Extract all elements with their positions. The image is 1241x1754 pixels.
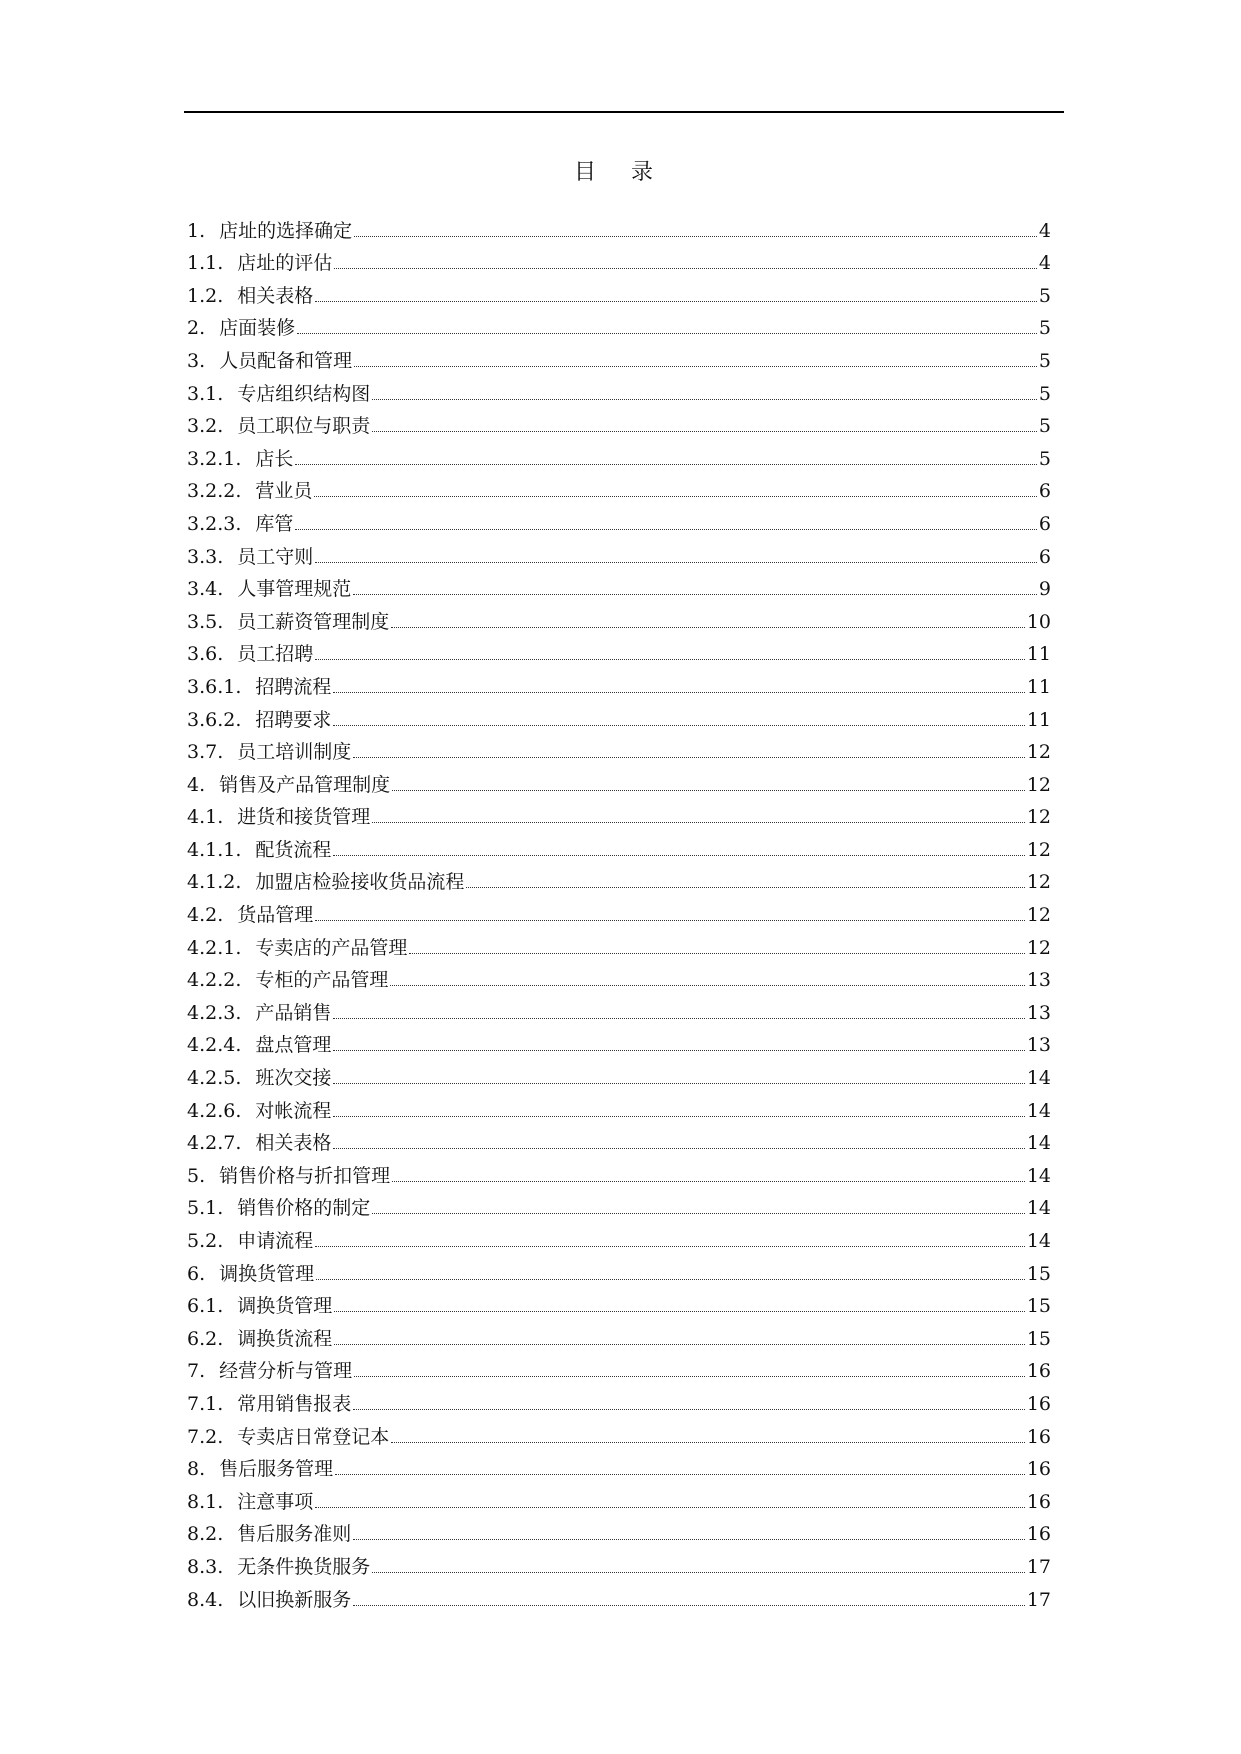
- toc-entry[interactable]: [187, 893, 1051, 926]
- toc-entry-number: 4.2.: [187, 904, 224, 927]
- toc-entry-page: 11: [1026, 708, 1051, 731]
- toc-dot-leader: [354, 236, 1037, 237]
- toc-entry[interactable]: [187, 209, 1051, 242]
- toc-entry[interactable]: [187, 731, 1051, 764]
- toc-dot-leader: [392, 1181, 1025, 1182]
- toc-entry-number: 1.: [187, 219, 206, 242]
- toc-entry-page: 5: [1038, 447, 1051, 470]
- toc-dot-leader: [390, 985, 1024, 986]
- toc-entry-page: 13: [1026, 1034, 1051, 1057]
- toc-entry-page: 5: [1038, 284, 1051, 307]
- toc-entry-title: 以旧换新服务: [237, 1588, 352, 1611]
- toc-entry[interactable]: [187, 959, 1051, 992]
- toc-dot-leader: [392, 790, 1025, 791]
- toc-entry-page: 13: [1026, 1001, 1051, 1024]
- toc-dot-leader: [295, 529, 1037, 530]
- toc-entry-title: 无条件换货服务: [237, 1555, 371, 1578]
- toc-entry-title: 员工培训制度: [237, 741, 352, 764]
- toc-dot-leader: [297, 333, 1037, 334]
- toc-entry-page: 5: [1038, 349, 1051, 372]
- toc-entry-title: 调换货管理: [237, 1295, 333, 1318]
- toc-dot-leader: [315, 562, 1037, 563]
- toc-dot-leader: [354, 1376, 1025, 1377]
- header-rule: [184, 111, 1064, 113]
- toc-entry-number: 4.1.: [187, 806, 224, 829]
- toc-dot-leader: [391, 1442, 1025, 1443]
- toc-dot-leader: [372, 822, 1025, 823]
- toc-dot-leader: [315, 1246, 1025, 1247]
- toc-entry[interactable]: [187, 1089, 1051, 1122]
- toc-dot-leader: [353, 1539, 1025, 1540]
- toc-dot-leader: [315, 301, 1037, 302]
- toc-entry-page: 13: [1026, 969, 1051, 992]
- toc-entry-number: 3.3.: [187, 545, 224, 568]
- toc-entry-page: 14: [1026, 1230, 1051, 1252]
- toc-dot-leader: [354, 366, 1037, 367]
- toc-entry-page: 14: [1026, 1197, 1051, 1220]
- toc-entry-title: 销售价格的制定: [237, 1197, 371, 1220]
- toc-entry[interactable]: [187, 1122, 1051, 1155]
- toc-entry-title: 产品销售: [255, 1001, 332, 1024]
- toc-entry-number: 4.1.1.: [187, 838, 242, 861]
- toc-dot-leader: [353, 1409, 1025, 1410]
- toc-entry-page: 5: [1038, 382, 1051, 405]
- toc-entry-number: 3.4.: [187, 578, 224, 601]
- toc-entry-page: 16: [1026, 1392, 1051, 1415]
- toc-entry-number: 5.1.: [187, 1197, 224, 1220]
- toc-dot-leader: [333, 725, 1024, 726]
- toc-entry[interactable]: [187, 372, 1051, 405]
- toc-entry[interactable]: [187, 437, 1051, 470]
- toc-entry[interactable]: [187, 1382, 1051, 1415]
- toc-entry-title: 申请流程: [237, 1230, 314, 1252]
- toc-title: 目 录: [574, 160, 667, 185]
- toc-entry-page: 10: [1026, 610, 1051, 633]
- toc-dot-leader: [334, 1311, 1025, 1312]
- toc-entry-number: 3.6.2.: [187, 708, 242, 731]
- toc-dot-leader: [333, 1050, 1024, 1051]
- toc-entry-page: 12: [1026, 838, 1051, 861]
- toc-dot-leader: [353, 594, 1037, 595]
- toc-entry-page: 15: [1026, 1262, 1051, 1285]
- toc-entry-page: 6: [1038, 480, 1051, 503]
- toc-entry-page: 14: [1026, 1067, 1051, 1090]
- toc-dot-leader: [333, 855, 1024, 856]
- toc-entry[interactable]: [187, 535, 1051, 568]
- toc-entry[interactable]: [187, 665, 1051, 698]
- toc-entry[interactable]: [187, 1056, 1051, 1089]
- toc-dot-leader: [315, 1507, 1025, 1508]
- toc-entry-title: 售后服务准则: [237, 1523, 352, 1546]
- toc-entry-title: 专卖店日常登记本: [237, 1425, 390, 1448]
- toc-entry[interactable]: [187, 1545, 1051, 1578]
- toc-entry-title: 营业员: [255, 480, 313, 503]
- toc-dot-leader: [335, 1474, 1025, 1475]
- toc-entry-page: 11: [1026, 675, 1051, 698]
- toc-dot-leader: [316, 1279, 1025, 1280]
- toc-entry-number: 8.4.: [187, 1588, 224, 1611]
- toc-entry[interactable]: [187, 1154, 1051, 1187]
- toc-entry-number: 7.2.: [187, 1425, 224, 1448]
- toc-dot-leader: [391, 627, 1025, 628]
- toc-entry-number: 3.1.: [187, 382, 224, 405]
- toc-entry-title: 员工招聘: [237, 643, 314, 666]
- toc-entry[interactable]: [187, 1578, 1051, 1611]
- toc-entry-title: 经营分析与管理: [219, 1360, 353, 1383]
- toc-entry-number: 8.1.: [187, 1490, 224, 1513]
- toc-entry-title: 店面装修: [219, 317, 296, 340]
- toc-entry[interactable]: [187, 698, 1051, 731]
- toc-entry-page: 12: [1026, 773, 1051, 796]
- toc-entry-number: 4.: [187, 773, 206, 796]
- toc-entry-page: 14: [1026, 1099, 1051, 1122]
- toc-entry-number: 3.: [187, 349, 206, 372]
- toc-entry-page: 5: [1038, 415, 1051, 438]
- toc-entry-number: 3.7.: [187, 741, 224, 764]
- toc-entry[interactable]: [187, 633, 1051, 666]
- toc-entry-number: 5.2.: [187, 1230, 224, 1252]
- toc-entry-number: 6.2.: [187, 1327, 224, 1350]
- toc-dot-leader: [334, 1344, 1025, 1345]
- toc-entry-page: 12: [1026, 871, 1051, 894]
- toc-entry-title: 进货和接货管理: [237, 806, 371, 829]
- toc-entry-title: 配货流程: [255, 838, 332, 861]
- toc-entry[interactable]: [187, 600, 1051, 633]
- toc-entry-number: 3.2.: [187, 415, 224, 438]
- toc-entry[interactable]: [187, 926, 1051, 959]
- toc-entry-page: 16: [1026, 1458, 1051, 1481]
- toc-entry-page: 17: [1026, 1555, 1051, 1578]
- toc-entry-title: 销售及产品管理制度: [219, 773, 391, 796]
- toc-entry-number: 6.: [187, 1262, 206, 1285]
- toc-entry[interactable]: [187, 1285, 1051, 1318]
- toc-entry-number: 4.2.7.: [187, 1132, 242, 1155]
- toc-entry[interactable]: [187, 796, 1051, 829]
- toc-entry-title: 货品管理: [237, 904, 314, 927]
- toc-entry[interactable]: [187, 1187, 1051, 1220]
- toc-entry-page: 4: [1038, 252, 1051, 275]
- toc-entry-title: 人员配备和管理: [219, 349, 353, 372]
- toc-entry-number: 4.2.1.: [187, 936, 242, 959]
- toc-entry-number: 7.1.: [187, 1392, 224, 1415]
- toc-entry-page: 12: [1026, 936, 1051, 959]
- toc-entry-number: 4.1.2.: [187, 871, 242, 894]
- toc-dot-leader: [372, 431, 1037, 432]
- toc-entry-number: 6.1.: [187, 1295, 224, 1318]
- toc-entry[interactable]: [187, 828, 1051, 861]
- toc-entry-title: 盘点管理: [255, 1034, 332, 1057]
- toc-dot-leader: [333, 1148, 1024, 1149]
- toc-dot-leader: [372, 1572, 1025, 1573]
- toc-dot-leader: [315, 920, 1025, 921]
- toc-entry-number: 4.2.5.: [187, 1067, 242, 1090]
- toc-entry-title: 员工守则: [237, 545, 314, 568]
- toc-entry[interactable]: [187, 1024, 1051, 1057]
- toc-entry-page: 12: [1026, 806, 1051, 829]
- toc-entry[interactable]: [187, 1415, 1051, 1448]
- toc-entry[interactable]: [187, 861, 1051, 894]
- toc-entry[interactable]: [187, 1480, 1051, 1513]
- toc-entry-title: 常用销售报表: [237, 1392, 352, 1415]
- toc-entry-page: 11: [1026, 643, 1051, 666]
- toc-entry-number: 3.6.: [187, 643, 224, 666]
- toc-entry-title: 专店组织结构图: [237, 382, 371, 405]
- toc-entry-title: 销售价格与折扣管理: [219, 1164, 391, 1187]
- toc-entry-page: 15: [1026, 1295, 1051, 1318]
- toc-entry-number: 3.6.1.: [187, 675, 242, 698]
- toc-entry-number: 1.1.: [187, 252, 224, 275]
- toc-entry[interactable]: [187, 1317, 1051, 1350]
- toc-entry[interactable]: [187, 339, 1051, 372]
- toc-entry[interactable]: [187, 307, 1051, 340]
- toc-entry-number: 4.2.3.: [187, 1001, 242, 1024]
- toc-entry-page: 16: [1026, 1360, 1051, 1383]
- toc-entry-title: 店长: [255, 447, 294, 470]
- toc-entry-title: 店址的评估: [237, 252, 333, 275]
- toc-entry-title: 店址的选择确定: [219, 219, 353, 242]
- toc-dot-leader: [353, 757, 1025, 758]
- toc-entry-page: 14: [1026, 1164, 1051, 1187]
- toc-entry-title: 员工职位与职责: [237, 415, 371, 438]
- toc-entry[interactable]: [187, 274, 1051, 307]
- toc-entry-number: 3.2.3.: [187, 512, 242, 535]
- toc-entry-title: 班次交接: [255, 1067, 332, 1090]
- toc-entry-number: 7.: [187, 1360, 206, 1383]
- toc-entry-page: 5: [1038, 317, 1051, 340]
- toc-entry[interactable]: [187, 1448, 1051, 1481]
- toc-entry[interactable]: [187, 502, 1051, 535]
- toc-entry-title: 售后服务管理: [219, 1458, 334, 1481]
- toc-entry[interactable]: [187, 1350, 1051, 1383]
- toc-entry-number: 3.2.1.: [187, 447, 242, 470]
- toc-entry-title: 调换货流程: [237, 1327, 333, 1350]
- toc-entry-title: 注意事项: [237, 1490, 314, 1513]
- toc-dot-leader: [333, 1083, 1024, 1084]
- toc-entry-title: 员工薪资管理制度: [237, 610, 390, 633]
- toc-entry-title: 专柜的产品管理: [255, 969, 389, 992]
- toc-entry-title: 加盟店检验接收货品流程: [255, 871, 465, 894]
- toc-dot-leader: [353, 1605, 1025, 1606]
- toc-entry-page: 17: [1026, 1588, 1051, 1611]
- toc-entry-title: 相关表格: [237, 284, 314, 307]
- toc-dot-leader: [409, 953, 1024, 954]
- toc-entry[interactable]: [187, 1513, 1051, 1546]
- toc-entry-number: 4.2.6.: [187, 1099, 242, 1122]
- toc-dot-leader: [314, 496, 1037, 497]
- toc-entry-title: 相关表格: [255, 1132, 332, 1155]
- toc-entry-number: 4.2.2.: [187, 969, 242, 992]
- toc-entry-number: 8.3.: [187, 1555, 224, 1578]
- toc-entry[interactable]: [187, 991, 1051, 1024]
- toc-entry-title: 人事管理规范: [237, 578, 352, 601]
- toc-entry-page: 15: [1026, 1327, 1051, 1350]
- toc-dot-leader: [334, 268, 1037, 269]
- toc-entry-number: 2.: [187, 317, 206, 340]
- toc-dot-leader: [333, 1116, 1024, 1117]
- toc-entry-title: 对帐流程: [255, 1099, 332, 1122]
- toc-entry-page: 4: [1038, 219, 1051, 242]
- toc-entry-page: 14: [1026, 1132, 1051, 1155]
- toc-entry[interactable]: [187, 405, 1051, 438]
- toc-entry-title: 招聘要求: [255, 708, 332, 731]
- toc-entry-title: 招聘流程: [255, 675, 332, 698]
- toc-entry[interactable]: [187, 242, 1051, 275]
- toc-dot-leader: [372, 399, 1037, 400]
- toc-entry-title: 库管: [255, 512, 294, 535]
- toc-entry[interactable]: [187, 763, 1051, 796]
- toc-entry-title: 专卖店的产品管理: [255, 936, 408, 959]
- toc-entry[interactable]: [187, 568, 1051, 601]
- toc-dot-leader: [295, 464, 1037, 465]
- toc-entry[interactable]: [187, 1252, 1051, 1285]
- toc-entry-number: 8.2.: [187, 1523, 224, 1546]
- toc-entry-page: 16: [1026, 1490, 1051, 1513]
- toc-entry-page: 9: [1038, 578, 1051, 601]
- toc-entry-page: 6: [1038, 545, 1051, 568]
- toc-dot-leader: [372, 1213, 1025, 1214]
- toc-entry-page: 12: [1026, 904, 1051, 927]
- toc-entry-page: 6: [1038, 512, 1051, 535]
- toc-dot-leader: [333, 1018, 1024, 1019]
- toc-entry-number: 5.: [187, 1164, 206, 1187]
- toc-entry-page: 16: [1026, 1425, 1051, 1448]
- toc-entry-number: 1.2.: [187, 284, 224, 307]
- toc-entry[interactable]: [187, 470, 1051, 503]
- toc-entry-title: 调换货管理: [219, 1262, 315, 1285]
- toc-entry-page: 12: [1026, 741, 1051, 764]
- toc-dot-leader: [315, 659, 1025, 660]
- toc-dot-leader: [466, 887, 1024, 888]
- toc-entry[interactable]: [187, 1219, 1051, 1252]
- toc-entry-number: 3.5.: [187, 610, 224, 633]
- toc-list: [187, 209, 1051, 1611]
- toc-dot-leader: [333, 692, 1024, 693]
- toc-entry-number: 8.: [187, 1458, 206, 1481]
- toc-entry-number: 4.2.4.: [187, 1034, 242, 1057]
- toc-entry-page: 16: [1026, 1523, 1051, 1546]
- toc-entry-number: 3.2.2.: [187, 480, 242, 503]
